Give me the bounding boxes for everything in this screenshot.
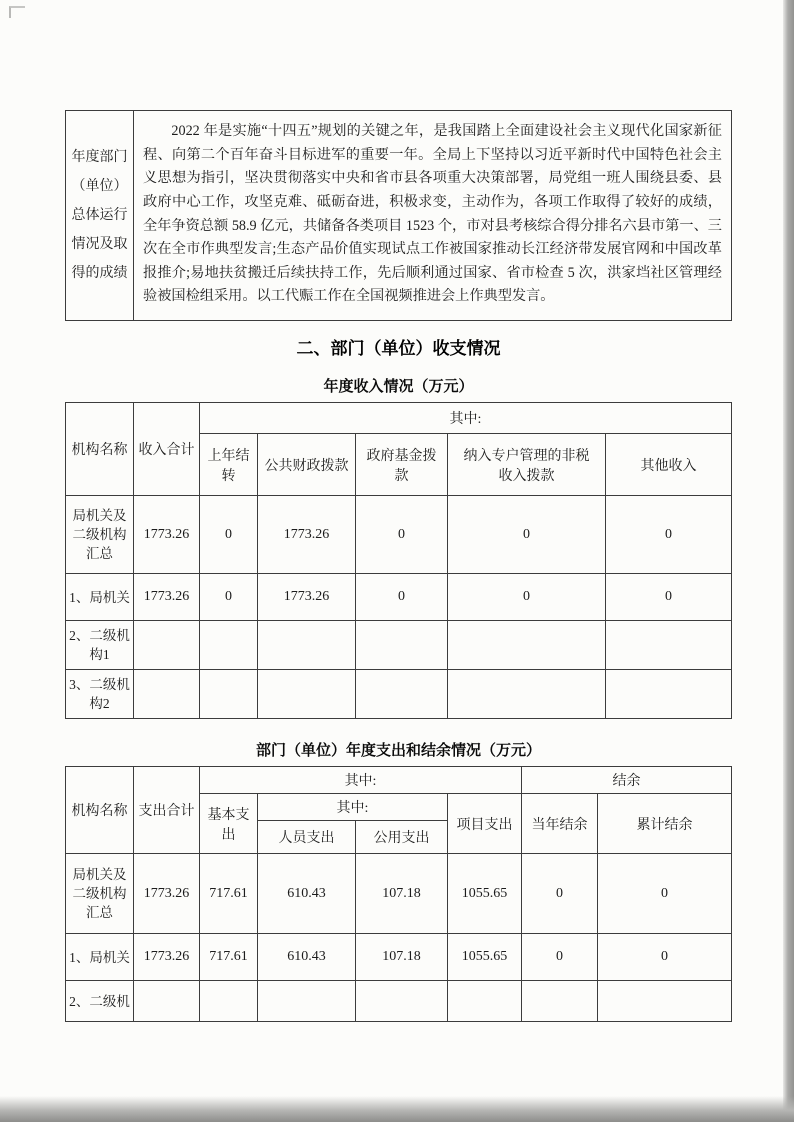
- project-expense-cell: 1055.65: [448, 854, 522, 934]
- col-among-2: 其中:: [258, 794, 448, 821]
- col-among: 其中:: [200, 403, 732, 434]
- public-expense-cell: 107.18: [356, 934, 448, 981]
- org-name-cell: 局机关及二级机构汇总: [66, 854, 134, 934]
- other-income-cell: 0: [606, 496, 732, 574]
- income-total-cell: [134, 621, 200, 670]
- public-expense-cell: [356, 981, 448, 1022]
- carryover-cell: 0: [200, 574, 258, 621]
- col-gov-fund-appropriation: 政府基金拨款: [356, 434, 448, 496]
- overview-paragraph: 2022 年是实施“十四五”规划的关键之年，是我国踏上全面建设社会主义现代化国家新征程、向第二个百年奋斗目标进军的重要一年。全局上下坚持以习近平新时代中国特色社会主义思想为指引，坚决贯彻落实中央和省市县各项重大决策部署，局党组一班人围绕县委、县政府中心工作，攻坚克难、砥砺奋进，积极求变，主动作为，各项工作取得了较好的成绩，全年争资总额 58.9 亿元，共储备各类项目 1523 个，市对县考核综合得分排名六县市第一、三次在全市作典型发言;生态产品价值实现试点工作被国家推动长江经济带发展官网和中国改革报推介;易地扶贫搬迁后续扶持工作，先后顺利通过国家、省市检查 5 次，洪家垱社区管理经验被国检组采用。以工代赈工作在全国视频推进会上作典型发言。: [143, 123, 722, 305]
- carryover-cell: [200, 621, 258, 670]
- public-finance-cell: 1773.26: [258, 574, 356, 621]
- carryover-cell: [200, 670, 258, 719]
- expense-total-cell: 1773.26: [134, 854, 200, 934]
- org-name-cell: 2、二级机: [66, 981, 134, 1022]
- project-expense-cell: 1055.65: [448, 934, 522, 981]
- col-balance-group: 结余: [522, 767, 732, 794]
- col-non-tax-special-account: 纳入专户管理的非税收入拨款: [448, 434, 606, 496]
- overview-label-line: （单位）: [71, 179, 128, 194]
- col-among: 其中:: [200, 767, 522, 794]
- project-expense-cell: [448, 981, 522, 1022]
- gov-fund-cell: 0: [356, 496, 448, 574]
- non-tax-cell: 0: [448, 496, 606, 574]
- personnel-expense-cell: 610.43: [258, 934, 356, 981]
- public-finance-cell: [258, 670, 356, 719]
- col-current-year-balance: 当年结余: [522, 794, 598, 854]
- overview-label-line: 情况及取: [71, 237, 128, 252]
- expense-table: [65, 766, 732, 1022]
- basic-expense-cell: [200, 981, 258, 1022]
- col-cumulative-balance: 累计结余: [598, 794, 732, 854]
- org-name-cell: 2、二级机构1: [66, 621, 134, 670]
- other-income-cell: 0: [606, 574, 732, 621]
- basic-expense-cell: 717.61: [200, 934, 258, 981]
- col-basic-expense: 基本支出: [200, 794, 258, 854]
- col-personnel-expense: 人员支出: [258, 821, 356, 854]
- basic-expense-cell: 717.61: [200, 854, 258, 934]
- col-org-name: 机构名称: [66, 767, 134, 854]
- public-expense-cell: 107.18: [356, 854, 448, 934]
- other-income-cell: [606, 670, 732, 719]
- cumulative-balance-cell: 0: [598, 854, 732, 934]
- gov-fund-cell: 0: [356, 574, 448, 621]
- cumulative-balance-cell: 0: [598, 934, 732, 981]
- income-row-secondary-1: [66, 621, 732, 670]
- overview-label-line: 总体运行: [71, 208, 128, 223]
- scan-corner-artifact: [9, 6, 25, 18]
- col-public-expense: 公用支出: [356, 821, 448, 854]
- other-income-cell: [606, 621, 732, 670]
- public-finance-cell: [258, 621, 356, 670]
- overview-paragraph-cell: [134, 111, 732, 321]
- section-title: 二、部门（单位）收支情况: [296, 339, 501, 358]
- non-tax-cell: [448, 670, 606, 719]
- public-finance-cell: 1773.26: [258, 496, 356, 574]
- current-year-balance-cell: 0: [522, 934, 598, 981]
- overview-label-line: 得的成绩: [71, 266, 128, 281]
- non-tax-cell: [448, 621, 606, 670]
- personnel-expense-cell: [258, 981, 356, 1022]
- col-expense-total: 支出合计: [134, 767, 200, 854]
- income-total-cell: 1773.26: [134, 496, 200, 574]
- personnel-expense-cell: 610.43: [258, 854, 356, 934]
- expense-row-secondary-1: [66, 981, 732, 1022]
- org-name-cell: 1、局机关: [66, 574, 134, 621]
- overview-label-line: 年度部门: [71, 150, 128, 165]
- income-total-cell: 1773.26: [134, 574, 200, 621]
- income-table-title: 年度收入情况（万元）: [323, 378, 474, 395]
- col-project-expense: 项目支出: [448, 794, 522, 854]
- org-name-cell: 3、二级机构2: [66, 670, 134, 719]
- current-year-balance-cell: [522, 981, 598, 1022]
- gov-fund-cell: [356, 621, 448, 670]
- expense-table-title: 部门（单位）年度支出和结余情况（万元）: [255, 742, 541, 759]
- cumulative-balance-cell: [598, 981, 732, 1022]
- expense-row-summary: [66, 854, 732, 934]
- org-name-cell: 局机关及二级机构汇总: [66, 496, 134, 574]
- expense-header-row-1: [66, 767, 732, 794]
- scan-edge-bottom: [0, 1096, 794, 1122]
- income-row-summary: [66, 496, 732, 574]
- income-row-bureau: [66, 574, 732, 621]
- expense-total-cell: [134, 981, 200, 1022]
- col-income-total: 收入合计: [134, 403, 200, 496]
- current-year-balance-cell: 0: [522, 854, 598, 934]
- overview-row: [66, 111, 732, 321]
- income-table: [65, 402, 732, 719]
- col-prev-year-carryover: 上年结转: [200, 434, 258, 496]
- income-row-secondary-2: [66, 670, 732, 719]
- income-header-row-1: [66, 403, 732, 434]
- document-content: [65, 110, 732, 1022]
- col-other-income: 其他收入: [606, 434, 732, 496]
- overview-label-cell: [66, 111, 134, 321]
- overview-table: [65, 110, 732, 321]
- gov-fund-cell: [356, 670, 448, 719]
- expense-total-cell: 1773.26: [134, 934, 200, 981]
- expense-row-bureau: [66, 934, 732, 981]
- carryover-cell: 0: [200, 496, 258, 574]
- scan-edge-right: [783, 0, 794, 1122]
- non-tax-cell: 0: [448, 574, 606, 621]
- income-total-cell: [134, 670, 200, 719]
- org-name-cell: 1、局机关: [66, 934, 134, 981]
- col-public-finance-appropriation: 公共财政拨款: [258, 434, 356, 496]
- col-org-name: 机构名称: [66, 403, 134, 496]
